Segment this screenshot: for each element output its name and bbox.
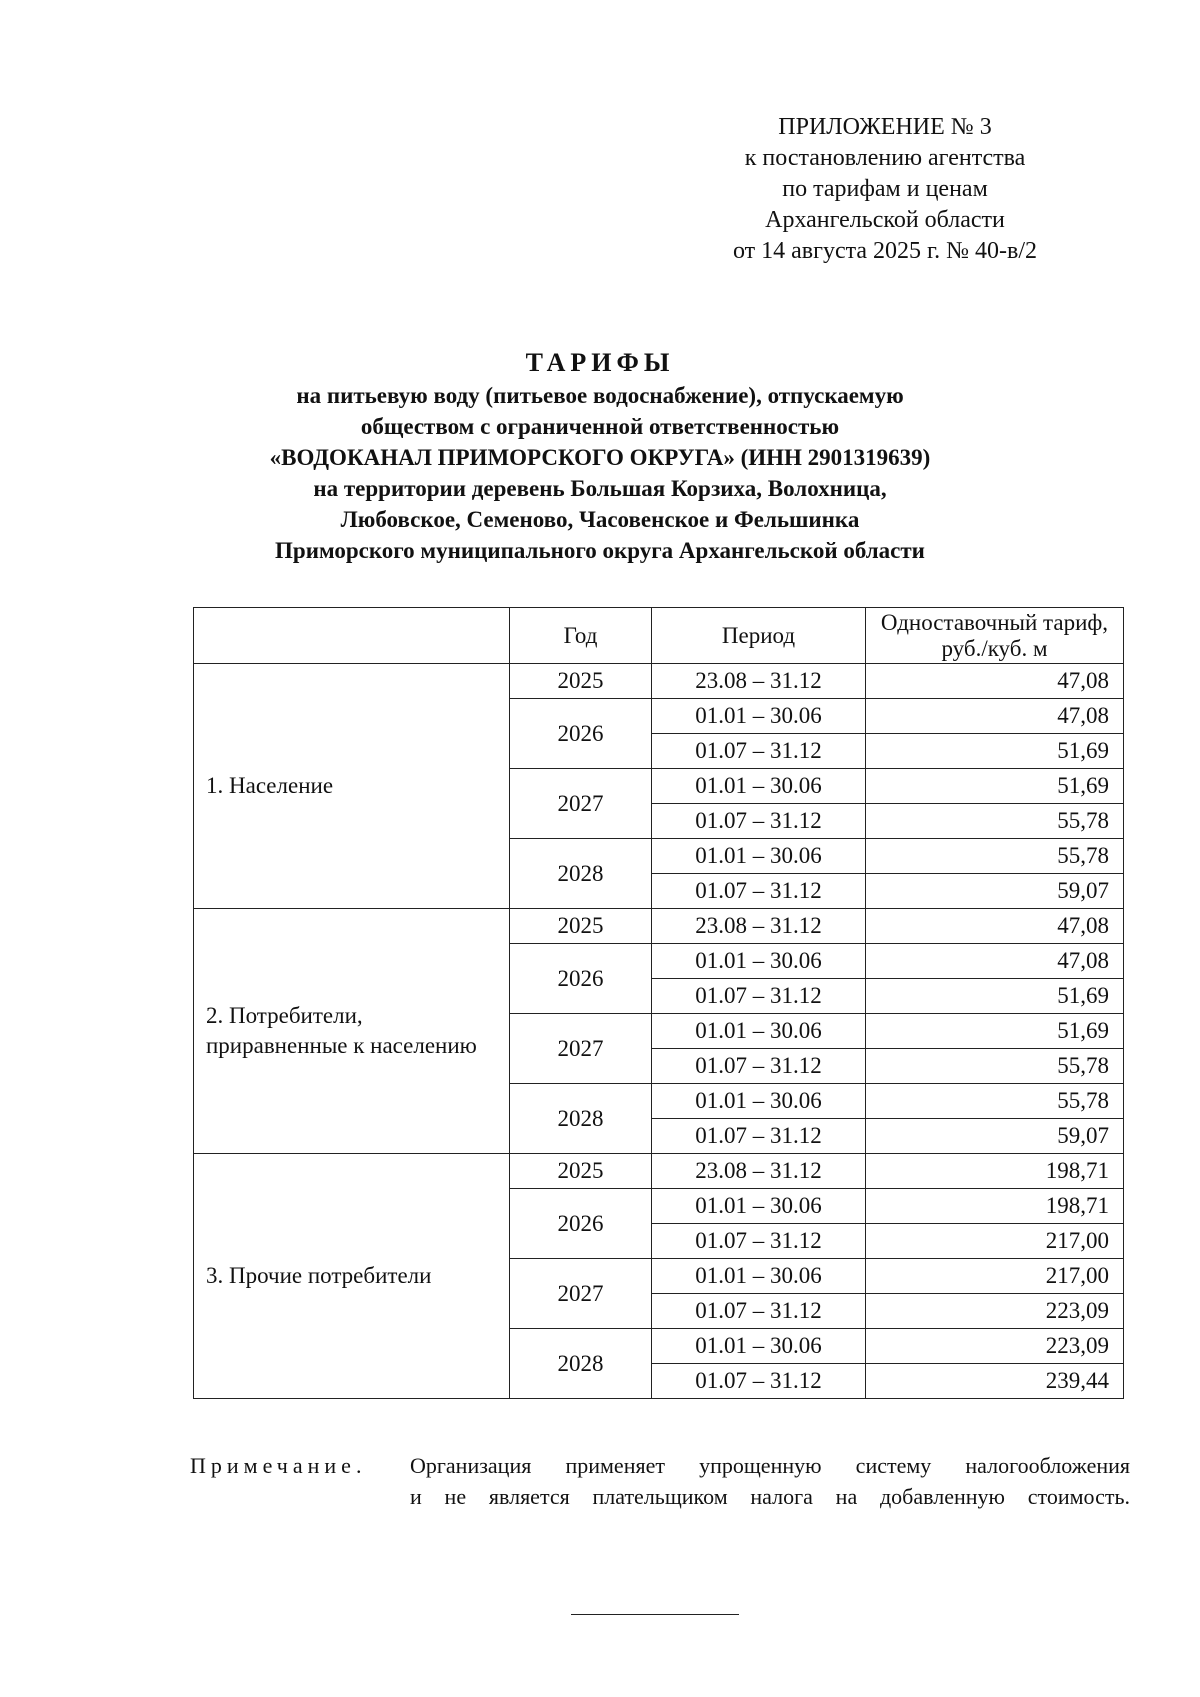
year-cell: 2027 [510, 1014, 652, 1084]
year-cell: 2025 [510, 1154, 652, 1189]
tariff-cell: 55,78 [866, 1084, 1124, 1119]
year-cell: 2026 [510, 944, 652, 1014]
table-header-row [194, 608, 1124, 664]
tariff-cell: 47,08 [866, 944, 1124, 979]
tariff-cell: 51,69 [866, 979, 1124, 1014]
document-title [150, 346, 1050, 566]
period-cell: 01.07 – 31.12 [652, 1294, 866, 1329]
period-cell: 01.01 – 30.06 [652, 944, 866, 979]
header-year: Год [510, 608, 652, 664]
separator-line [571, 1614, 739, 1615]
header-category [194, 608, 510, 664]
table-row [194, 909, 1124, 944]
tariff-cell: 223,09 [866, 1329, 1124, 1364]
tariff-cell: 51,69 [866, 769, 1124, 804]
tariff-table-body [194, 664, 1124, 1399]
period-cell: 01.07 – 31.12 [652, 979, 866, 1014]
year-cell: 2027 [510, 1259, 652, 1329]
title-line: на питьевую воду (питьевое водоснабжение), отпускаемую [296, 383, 904, 408]
period-cell: 01.01 – 30.06 [652, 1084, 866, 1119]
tariff-cell: 223,09 [866, 1294, 1124, 1329]
tariff-cell: 239,44 [866, 1364, 1124, 1399]
tariff-cell: 55,78 [866, 804, 1124, 839]
period-cell: 01.07 – 31.12 [652, 734, 866, 769]
tariff-cell: 47,08 [866, 699, 1124, 734]
appendix-ref-line: по тарифам и ценам [782, 176, 988, 202]
consumer-group-cell: 2. Потребители, приравненные к населению [194, 909, 510, 1154]
title-line: Приморского муниципального округа Архангельской области [275, 538, 925, 563]
tariff-cell: 55,78 [866, 839, 1124, 874]
year-cell: 2027 [510, 769, 652, 839]
year-cell: 2028 [510, 839, 652, 909]
period-cell: 01.01 – 30.06 [652, 769, 866, 804]
period-cell: 01.07 – 31.12 [652, 1119, 866, 1154]
tariff-cell: 59,07 [866, 874, 1124, 909]
period-cell: 01.07 – 31.12 [652, 804, 866, 839]
appendix-header [690, 112, 1080, 267]
year-cell: 2025 [510, 909, 652, 944]
title-line: «ВОДОКАНАЛ ПРИМОРСКОГО ОКРУГА» (ИНН 2901319639) [269, 445, 931, 470]
tariff-cell: 198,71 [866, 1154, 1124, 1189]
period-cell: 01.07 – 31.12 [652, 1364, 866, 1399]
header-tariff: Одноставочный тариф, руб./куб. м [866, 608, 1124, 664]
consumer-group-cell: 1. Население [194, 664, 510, 909]
note-line: Организация применяет упрощенную систему налогообложения [410, 1453, 1130, 1478]
year-cell: 2026 [510, 699, 652, 769]
period-cell: 01.07 – 31.12 [652, 1049, 866, 1084]
tariff-cell: 198,71 [866, 1189, 1124, 1224]
period-cell: 01.01 – 30.06 [652, 1014, 866, 1049]
table-row [194, 664, 1124, 699]
period-cell: 01.01 – 30.06 [652, 1259, 866, 1294]
period-cell: 01.01 – 30.06 [652, 1329, 866, 1364]
period-cell: 01.01 – 30.06 [652, 839, 866, 874]
period-cell: 01.01 – 30.06 [652, 699, 866, 734]
consumer-group-cell: 3. Прочие потребители [194, 1154, 510, 1399]
tariff-cell: 51,69 [866, 1014, 1124, 1049]
note-text [410, 1450, 1130, 1512]
tariff-cell: 217,00 [866, 1224, 1124, 1259]
tariff-cell: 51,69 [866, 734, 1124, 769]
appendix-ref-line: Архангельской области [765, 207, 1005, 233]
tariff-cell: 55,78 [866, 1049, 1124, 1084]
year-cell: 2025 [510, 664, 652, 699]
period-cell: 23.08 – 31.12 [652, 909, 866, 944]
period-cell: 01.01 – 30.06 [652, 1189, 866, 1224]
period-cell: 23.08 – 31.12 [652, 664, 866, 699]
tariff-cell: 217,00 [866, 1259, 1124, 1294]
tariff-cell: 47,08 [866, 664, 1124, 699]
appendix-ref-line: к постановлению агентства [744, 145, 1026, 171]
period-cell: 01.07 – 31.12 [652, 874, 866, 909]
title-line: Любовское, Семеново, Часовенское и Фельшинка [340, 507, 860, 532]
appendix-date: от 14 августа 2025 г. № 40-в/2 [732, 238, 1038, 264]
year-cell: 2028 [510, 1329, 652, 1399]
note-label: Примечание. [190, 1453, 367, 1478]
tariff-cell: 59,07 [866, 1119, 1124, 1154]
year-cell: 2028 [510, 1084, 652, 1154]
period-cell: 23.08 – 31.12 [652, 1154, 866, 1189]
year-cell: 2026 [510, 1189, 652, 1259]
title-main: ТАРИФЫ [525, 348, 675, 377]
note-line: и не является плательщиком налога на добавленную стоимость. [410, 1484, 1130, 1509]
period-cell: 01.07 – 31.12 [652, 1224, 866, 1259]
table-row [194, 1154, 1124, 1189]
title-line: на территории деревень Большая Корзиха, Волохница, [313, 476, 887, 501]
title-line: обществом с ограниченной ответственностью [360, 414, 840, 439]
header-period: Период [652, 608, 866, 664]
tariff-cell: 47,08 [866, 909, 1124, 944]
tariff-table [193, 607, 1124, 1399]
appendix-number: ПРИЛОЖЕНИЕ № 3 [778, 114, 992, 140]
